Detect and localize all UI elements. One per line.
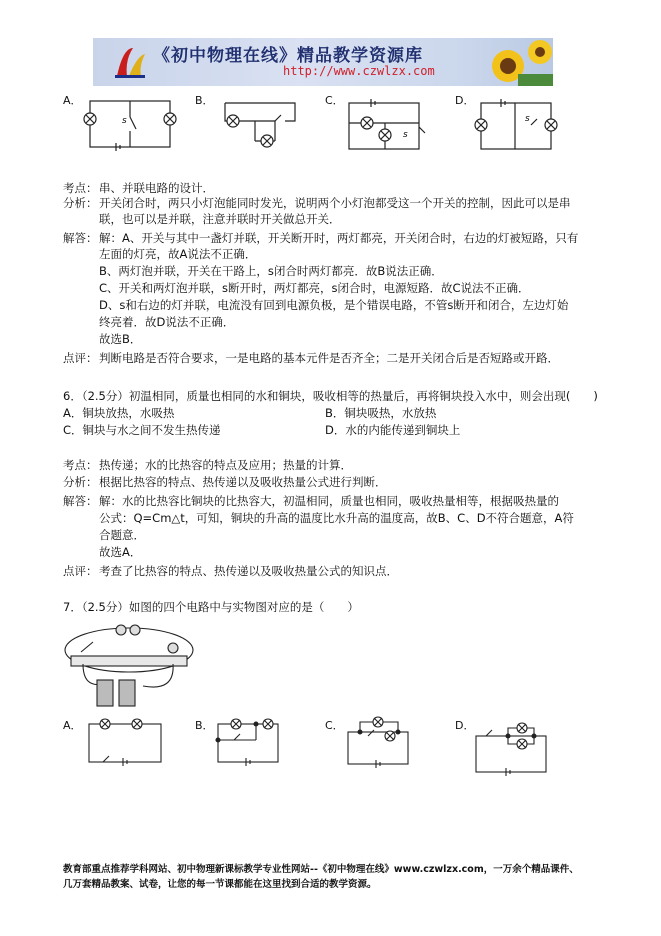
q6-dianping-label: 点评： xyxy=(63,564,98,578)
q6-jieda-line-1: 解：水的比热容比铜块的比热容大，初温相同，质量也相同，吸收热量相等，根据吸热量的 xyxy=(99,494,559,508)
q5-jieda-line-2: 左面的灯亮，故A说法不正确． xyxy=(99,247,257,261)
q5-d-switch-label: s xyxy=(525,114,530,124)
q6-option-d: D．水的内能传递到铜块上 xyxy=(325,423,461,437)
q5-jieda-line-6: 终亮着．故D说法不正确． xyxy=(99,315,235,329)
q6-kaodian-label: 考点： xyxy=(63,458,98,472)
q6-option-c: C．铜块与水之间不发生热传递 xyxy=(63,423,221,437)
q6-dianping-text: 考查了比热容的特点、热传递以及吸收热量公式的知识点． xyxy=(99,564,398,578)
q5-option-a-label: A． xyxy=(63,94,82,107)
q5-fenxi-line-2: 联，也可以是并联，注意并联时开关做总开关． xyxy=(99,212,341,226)
q5-option-b-label: B． xyxy=(195,94,214,107)
q6-jieda-line-2: 公式：Q=Cm△t，可知，铜块的升高的温度比水升高的温度高，故B、C、D不符合题意，A符 xyxy=(99,511,574,525)
q5-kaodian-label: 考点： xyxy=(63,181,98,195)
q7-circuit-c xyxy=(342,712,432,772)
q7-physical-diagram xyxy=(63,618,198,710)
q6-jieda-line-3: 合题意． xyxy=(99,528,145,542)
q5-circuit-b xyxy=(215,95,315,155)
q5-jieda-line-1: 解：A、开关与其中一盏灯并联，开关断开时，两灯都亮，开关闭合时，右边的灯被短路，只有 xyxy=(99,231,579,245)
q7-stem: 7．（2.5分）如图的四个电路中与实物图对应的是（ ） xyxy=(63,600,359,614)
q7-option-a-label: A． xyxy=(63,719,82,732)
q5-fenxi-label: 分析： xyxy=(63,196,98,210)
q6-fenxi-label: 分析： xyxy=(63,475,98,489)
q5-circuit-a xyxy=(80,95,180,155)
q5-jieda-line-4: C、开关和两灯泡并联，s断开时，两灯都亮，s闭合时，电源短路．故C说法不正确． xyxy=(99,281,530,295)
q5-c-switch-label: s xyxy=(403,130,408,140)
q7-option-d-label: D． xyxy=(455,719,475,732)
q7-circuit-a xyxy=(83,718,173,770)
q6-jieda-line-4: 故选A． xyxy=(99,545,142,559)
q5-dianping-text: 判断电路是否符合要求，一是电路的基本元件是否齐全；二是开关闭合后是否短路或开路． xyxy=(99,351,559,365)
q5-option-d-label: D． xyxy=(455,94,475,107)
header-banner xyxy=(93,38,553,86)
q6-option-b: B．铜块吸热，水放热 xyxy=(325,406,437,420)
q6-stem: 6．（2.5分）初温相同，质量也相同的水和铜块，吸收相等的热量后，再将铜块投入水中，则会出现( ) xyxy=(63,389,598,403)
q5-dianping-label: 点评： xyxy=(63,351,98,365)
q5-circuit-c xyxy=(345,95,445,155)
banner-title: 《初中物理在线》精品教学资源库 xyxy=(153,46,423,66)
q5-fenxi-line-1: 开关闭合时，两只小灯泡能同时发光，说明两个小灯泡都受这一个开关的控制，因此可以是串 xyxy=(99,196,571,210)
q7-circuit-b xyxy=(212,718,302,770)
q7-circuit-d xyxy=(470,716,560,776)
q6-option-a: A．铜块放热，水吸热 xyxy=(63,406,175,420)
q7-option-b-label: B． xyxy=(195,719,214,732)
footer-line-1: 教育部重点推荐学科网站、初中物理新课标教学专业性网站--《初中物理在线》www.czwlzx.com，一万余个精品课件、 xyxy=(63,864,579,875)
q6-jieda-label: 解答： xyxy=(63,494,98,508)
q6-fenxi-text: 根据比热容的特点、热传递以及吸收热量公式进行判断． xyxy=(99,475,387,489)
sunflower-image xyxy=(478,38,553,86)
q5-a-switch-label: s xyxy=(122,116,127,126)
q5-option-c-label: C． xyxy=(325,94,344,107)
q5-jieda-line-7: 故选B． xyxy=(99,332,142,346)
q5-jieda-line-3: B、两灯泡并联，开关在干路上，s闭合时两灯都亮．故B说法正确． xyxy=(99,264,443,278)
q7-option-c-label: C． xyxy=(325,719,344,732)
site-logo xyxy=(111,42,151,82)
q5-jieda-label: 解答： xyxy=(63,231,98,245)
q6-kaodian-text: 热传递；水的比热容的特点及应用；热量的计算． xyxy=(99,458,352,472)
q5-jieda-line-5: D、s和右边的灯并联，电流没有回到电源负极，是个错误电路，不管s断开和闭合，左边灯始 xyxy=(99,298,569,312)
footer-line-2: 几万套精品教案、试卷，让您的每一节课都能在这里找到合适的教学资源。 xyxy=(63,879,377,890)
banner-url: http://www.czwlzx.com xyxy=(283,64,435,78)
q5-circuit-d xyxy=(475,95,575,155)
q5-kaodian-text: 串、并联电路的设计． xyxy=(99,181,214,195)
